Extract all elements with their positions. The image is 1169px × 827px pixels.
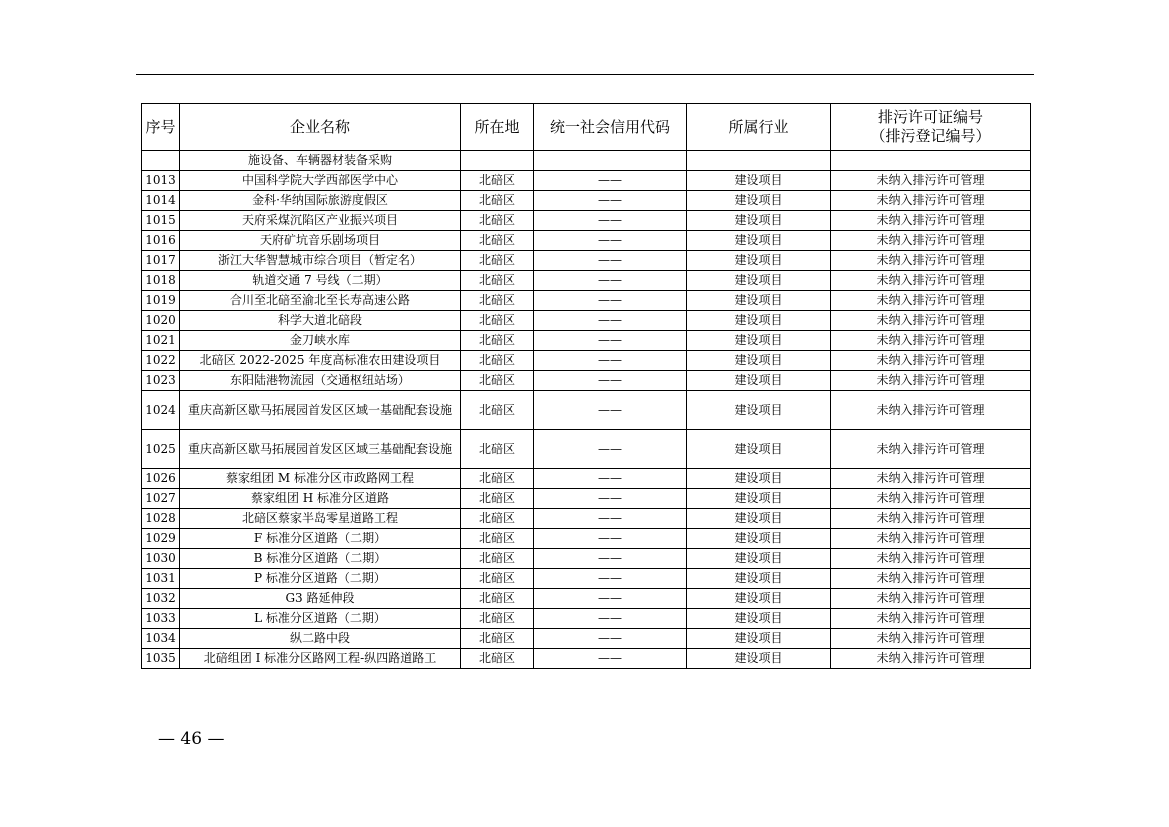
cell-seq: [142, 151, 180, 171]
cell-credit-code: ——: [534, 430, 687, 469]
cell-industry: 建设项目: [687, 489, 831, 509]
header-rule: [136, 74, 1034, 75]
cell-location: 北碚区: [461, 549, 534, 569]
cell-seq: 1014: [142, 191, 180, 211]
cell-credit-code: ——: [534, 231, 687, 251]
cell-credit-code: ——: [534, 649, 687, 669]
cell-seq: 1024: [142, 391, 180, 430]
cell-name: 中国科学院大学西部医学中心: [180, 171, 461, 191]
cell-industry: 建设项目: [687, 171, 831, 191]
cell-location: 北碚区: [461, 211, 534, 231]
cell-industry: [687, 151, 831, 171]
cell-location: 北碚区: [461, 271, 534, 291]
cell-seq: 1018: [142, 271, 180, 291]
cell-name: 科学大道北碚段: [180, 311, 461, 331]
cell-name: 北碚组团 I 标准分区路网工程-纵四路道路工: [180, 649, 461, 669]
table-row: [142, 589, 1031, 609]
table-row: [142, 609, 1031, 629]
cell-industry: 建设项目: [687, 211, 831, 231]
cell-industry: 建设项目: [687, 331, 831, 351]
table-row: [142, 371, 1031, 391]
cell-location: 北碚区: [461, 371, 534, 391]
cell-name: 金刀峡水库: [180, 331, 461, 351]
cell-permit: 未纳入排污许可管理: [831, 271, 1031, 291]
cell-location: [461, 151, 534, 171]
cell-permit: 未纳入排污许可管理: [831, 311, 1031, 331]
cell-credit-code: ——: [534, 191, 687, 211]
cell-industry: 建设项目: [687, 391, 831, 430]
cell-name: 北碚区蔡家半岛零星道路工程: [180, 509, 461, 529]
continuation-row: [142, 151, 1031, 171]
cell-credit-code: ——: [534, 589, 687, 609]
cell-location: 北碚区: [461, 629, 534, 649]
header-permit: [831, 104, 1031, 151]
cell-seq: 1022: [142, 351, 180, 371]
header-seq: 序号: [142, 104, 180, 151]
cell-industry: 建设项目: [687, 529, 831, 549]
cell-industry: 建设项目: [687, 430, 831, 469]
cell-permit: 未纳入排污许可管理: [831, 351, 1031, 371]
table-row: [142, 629, 1031, 649]
cell-permit: 未纳入排污许可管理: [831, 569, 1031, 589]
cell-credit-code: ——: [534, 271, 687, 291]
cell-permit: 未纳入排污许可管理: [831, 391, 1031, 430]
page-number-footer: [158, 728, 224, 750]
cell-permit: 未纳入排污许可管理: [831, 529, 1031, 549]
table-row: [142, 311, 1031, 331]
cell-permit: [831, 151, 1031, 171]
table-row: [142, 331, 1031, 351]
cell-seq: 1027: [142, 489, 180, 509]
cell-permit: 未纳入排污许可管理: [831, 291, 1031, 311]
cell-permit: 未纳入排污许可管理: [831, 509, 1031, 529]
table-row: [142, 489, 1031, 509]
cell-credit-code: ——: [534, 331, 687, 351]
cell-credit-code: ——: [534, 351, 687, 371]
cell-seq: 1019: [142, 291, 180, 311]
cell-location: 北碚区: [461, 569, 534, 589]
cell-seq: 1025: [142, 430, 180, 469]
cell-name: F 标准分区道路（二期）: [180, 529, 461, 549]
cell-seq: 1020: [142, 311, 180, 331]
cell-credit-code: ——: [534, 529, 687, 549]
cell-seq: 1015: [142, 211, 180, 231]
cell-location: 北碚区: [461, 331, 534, 351]
cell-name: 东阳陆港物流园（交通枢纽站场）: [180, 371, 461, 391]
cell-credit-code: ——: [534, 291, 687, 311]
table-row: [142, 391, 1031, 430]
cell-credit-code: ——: [534, 549, 687, 569]
cell-industry: 建设项目: [687, 371, 831, 391]
cell-industry: 建设项目: [687, 251, 831, 271]
cell-name: P 标准分区道路（二期）: [180, 569, 461, 589]
cell-location: 北碚区: [461, 469, 534, 489]
cell-location: 北碚区: [461, 430, 534, 469]
cell-permit: 未纳入排污许可管理: [831, 371, 1031, 391]
cell-name: 轨道交通 7 号线（二期）: [180, 271, 461, 291]
cell-location: 北碚区: [461, 171, 534, 191]
cell-name: 重庆高新区歇马拓展园首发区区域一基础配套设施: [180, 391, 461, 430]
cell-seq: 1034: [142, 629, 180, 649]
cell-permit: 未纳入排污许可管理: [831, 549, 1031, 569]
cell-credit-code: ——: [534, 311, 687, 331]
cell-location: 北碚区: [461, 311, 534, 331]
cell-location: 北碚区: [461, 391, 534, 430]
table-row: [142, 469, 1031, 489]
cell-credit-code: ——: [534, 391, 687, 430]
cell-seq: 1028: [142, 509, 180, 529]
cell-industry: 建设项目: [687, 351, 831, 371]
cell-credit-code: ——: [534, 251, 687, 271]
header-location: 所在地: [461, 104, 534, 151]
cell-industry: 建设项目: [687, 191, 831, 211]
cell-credit-code: ——: [534, 509, 687, 529]
cell-name: 北碚区 2022-2025 年度高标准农田建设项目: [180, 351, 461, 371]
cell-name: 纵二路中段: [180, 629, 461, 649]
cell-name: 天府矿坑音乐剧场项目: [180, 231, 461, 251]
cell-permit: 未纳入排污许可管理: [831, 489, 1031, 509]
cell-location: 北碚区: [461, 191, 534, 211]
header-industry: 所属行业: [687, 104, 831, 151]
table-row: [142, 171, 1031, 191]
header-permit-line2: （排污登记编号）: [870, 127, 991, 145]
cell-permit: 未纳入排污许可管理: [831, 191, 1031, 211]
cell-industry: 建设项目: [687, 649, 831, 669]
cell-name: 蔡家组团 M 标准分区市政路网工程: [180, 469, 461, 489]
cell-seq: 1013: [142, 171, 180, 191]
cell-permit: 未纳入排污许可管理: [831, 469, 1031, 489]
cell-permit: 未纳入排污许可管理: [831, 251, 1031, 271]
cell-seq: 1023: [142, 371, 180, 391]
cell-industry: 建设项目: [687, 629, 831, 649]
cell-industry: 建设项目: [687, 589, 831, 609]
cell-seq: 1029: [142, 529, 180, 549]
table-row: [142, 211, 1031, 231]
cell-seq: 1030: [142, 549, 180, 569]
cell-credit-code: ——: [534, 469, 687, 489]
cell-location: 北碚区: [461, 291, 534, 311]
cell-location: 北碚区: [461, 649, 534, 669]
cell-seq: 1021: [142, 331, 180, 351]
cell-seq: 1032: [142, 589, 180, 609]
header-permit-line1: 排污许可证编号: [877, 108, 983, 126]
cell-name: 金科·华纳国际旅游度假区: [180, 191, 461, 211]
cell-industry: 建设项目: [687, 469, 831, 489]
cell-name: L 标准分区道路（二期）: [180, 609, 461, 629]
cell-name: 蔡家组团 H 标准分区道路: [180, 489, 461, 509]
table-row: [142, 569, 1031, 589]
enterprise-table: [141, 103, 1031, 669]
cell-location: 北碚区: [461, 609, 534, 629]
table-row: [142, 351, 1031, 371]
cell-seq: 1031: [142, 569, 180, 589]
cell-credit-code: ——: [534, 489, 687, 509]
cell-seq: 1035: [142, 649, 180, 669]
cell-location: 北碚区: [461, 489, 534, 509]
cell-permit: 未纳入排污许可管理: [831, 629, 1031, 649]
cell-seq: 1017: [142, 251, 180, 271]
table-row: [142, 430, 1031, 469]
cell-industry: 建设项目: [687, 569, 831, 589]
cell-location: 北碚区: [461, 509, 534, 529]
table-row: [142, 271, 1031, 291]
footer-dash-left: —: [158, 729, 175, 749]
table-row: [142, 549, 1031, 569]
table-row: [142, 191, 1031, 211]
table-row: [142, 231, 1031, 251]
cell-seq: 1026: [142, 469, 180, 489]
table-row: [142, 291, 1031, 311]
cell-name: 重庆高新区歇马拓展园首发区区域三基础配套设施: [180, 430, 461, 469]
cell-credit-code: ——: [534, 569, 687, 589]
cell-seq: 1016: [142, 231, 180, 251]
cell-industry: 建设项目: [687, 231, 831, 251]
cell-credit-code: ——: [534, 629, 687, 649]
cell-name: 施设备、车辆器材装备采购: [180, 151, 461, 171]
cell-permit: 未纳入排污许可管理: [831, 171, 1031, 191]
cell-industry: 建设项目: [687, 609, 831, 629]
cell-name: 合川至北碚至渝北至长寿高速公路: [180, 291, 461, 311]
cell-credit-code: ——: [534, 171, 687, 191]
table-row: [142, 649, 1031, 669]
table-header-row: [142, 104, 1031, 151]
cell-credit-code: [534, 151, 687, 171]
cell-industry: 建设项目: [687, 291, 831, 311]
cell-credit-code: ——: [534, 211, 687, 231]
cell-name: B 标准分区道路（二期）: [180, 549, 461, 569]
header-credit-code: 统一社会信用代码: [534, 104, 687, 151]
cell-permit: 未纳入排污许可管理: [831, 589, 1031, 609]
cell-industry: 建设项目: [687, 509, 831, 529]
table-row: [142, 509, 1031, 529]
table-row: [142, 251, 1031, 271]
cell-location: 北碚区: [461, 251, 534, 271]
cell-name: G3 路延伸段: [180, 589, 461, 609]
cell-name: 天府采煤沉陷区产业振兴项目: [180, 211, 461, 231]
cell-industry: 建设项目: [687, 549, 831, 569]
cell-permit: 未纳入排污许可管理: [831, 649, 1031, 669]
cell-location: 北碚区: [461, 589, 534, 609]
footer-dash-right: —: [207, 729, 225, 749]
cell-permit: 未纳入排污许可管理: [831, 331, 1031, 351]
cell-seq: 1033: [142, 609, 180, 629]
cell-credit-code: ——: [534, 371, 687, 391]
page-number: 46: [180, 729, 203, 749]
cell-location: 北碚区: [461, 231, 534, 251]
cell-industry: 建设项目: [687, 271, 831, 291]
cell-industry: 建设项目: [687, 311, 831, 331]
cell-permit: 未纳入排污许可管理: [831, 609, 1031, 629]
cell-permit: 未纳入排污许可管理: [831, 231, 1031, 251]
cell-name: 浙江大华智慧城市综合项目（暂定名）: [180, 251, 461, 271]
cell-location: 北碚区: [461, 351, 534, 371]
cell-permit: 未纳入排污许可管理: [831, 211, 1031, 231]
cell-credit-code: ——: [534, 609, 687, 629]
cell-location: 北碚区: [461, 529, 534, 549]
table-row: [142, 529, 1031, 549]
cell-permit: 未纳入排污许可管理: [831, 430, 1031, 469]
header-name: 企业名称: [180, 104, 461, 151]
